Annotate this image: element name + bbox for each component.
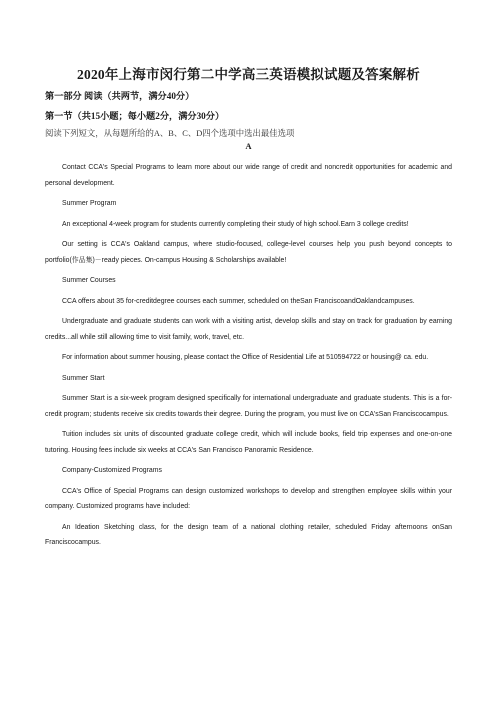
section-heading: 第一节（共15小题；每小题2分，满分30分） xyxy=(45,111,225,121)
paragraph-summer-start: Summer Start is a six-week program designed specifically for international undergraduate and graduate students. This is a for-credit program; students receive six credits towards their degree. During the program, you must live on CCA'sSan Franciscocampus. xyxy=(45,395,452,418)
paragraph-courses-offered: CCA offers about 35 for-creditdegree courses each summer, scheduled on theSan FranciscoandOaklandcampuses. xyxy=(62,297,415,305)
paragraph-ideation-sketching: An Ideation Sketching class, for the design team of a national clothing retailer, scheduled Friday afternoons onSan Franciscocampus. xyxy=(45,523,452,546)
heading-company-programs: Company-Customized Programs xyxy=(62,467,162,474)
paragraph-tuition: Tuition includes six units of discounted graduate college credit, which will include books, field trip expenses and one-on-one tutoring. Housing fees include six weeks at CCA's San Francisco Panoramic Residence. xyxy=(45,431,452,454)
paragraph-intro: Contact CCA's Special Programs to learn more about our wide range of credit and noncredit opportunities for academic and personal development. xyxy=(45,164,452,187)
paragraph-summer-program: An exceptional 4-week program for students currently completing their study of high school.Earn 3 college credits! xyxy=(62,220,409,228)
heading-summer-program: Summer Program xyxy=(62,200,117,207)
heading-summer-start: Summer Start xyxy=(62,374,105,382)
part-heading: 第一部分 阅读（共两节，满分40分） xyxy=(45,91,195,101)
instruction-text: 阅读下列短文，从每题所给的A、B、C、D四个选项中选出最佳选项 xyxy=(45,129,295,138)
paragraph-undergraduate: Undergraduate and graduate students can work with a visiting artist, develop skills and stay on track for graduation by earning credits...all while still allowing time to visit family, work, travel, etc. xyxy=(45,318,452,341)
paragraph-customized-workshops: CCA's Office of Special Programs can design customized workshops to develop and strengthen employee skills within your company. Customized programs have included: xyxy=(45,487,452,510)
heading-summer-courses: Summer Courses xyxy=(62,277,116,284)
paragraph-housing-info: For information about summer housing, please contact the Office of Residential Life at 510594722 or housing@ ca. edu. xyxy=(62,354,429,361)
document-title: 2020年上海市闵行第二中学高三英语模拟试题及答案解析 xyxy=(77,67,420,82)
passage-letter: A xyxy=(245,141,252,151)
paragraph-oakland-setting: Our setting is CCA's Oakland campus, where studio-focused, college-level courses help you push beyond concepts to portfolio(作品集)－ready pieces. On-campus Housing & Scholarships available! xyxy=(45,241,452,264)
